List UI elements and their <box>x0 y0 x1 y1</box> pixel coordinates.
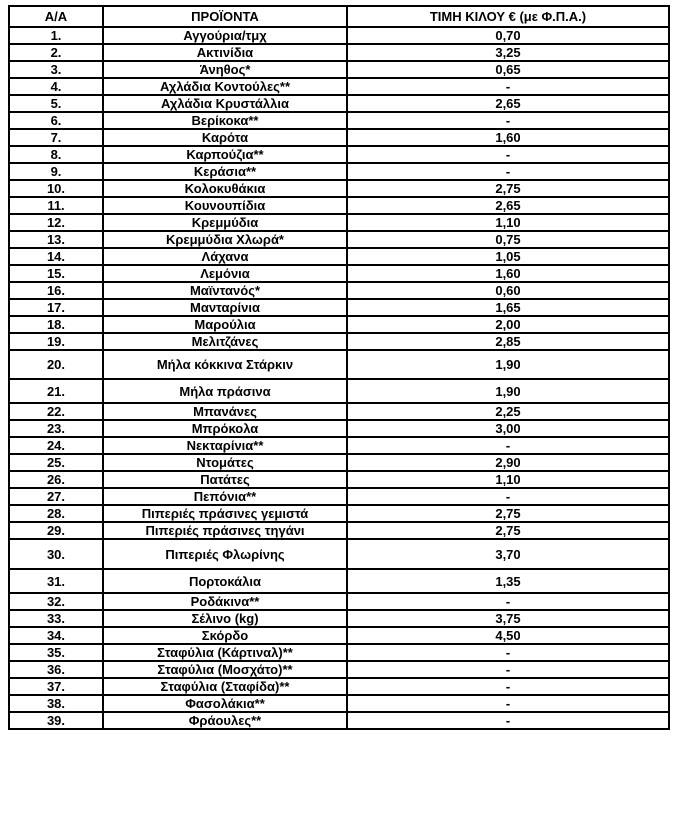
price-value: - <box>347 644 669 661</box>
product-name: Αχλάδια Κοντούλες** <box>103 78 347 95</box>
product-name: Κουνουπίδια <box>103 197 347 214</box>
row-number: 25. <box>9 454 103 471</box>
product-name: Καρότα <box>103 129 347 146</box>
table-row <box>9 379 669 403</box>
price-value: - <box>347 661 669 678</box>
table-row <box>9 129 669 146</box>
row-number: 26. <box>9 471 103 488</box>
table-row <box>9 569 669 593</box>
table-row <box>9 420 669 437</box>
row-number: 38. <box>9 695 103 712</box>
product-name: Πιπεριές πράσινες τηγάνι <box>103 522 347 539</box>
header-row <box>9 6 669 27</box>
table-row <box>9 180 669 197</box>
row-number: 24. <box>9 437 103 454</box>
price-value: - <box>347 78 669 95</box>
table-header <box>9 6 669 27</box>
price-value: 0,60 <box>347 282 669 299</box>
product-name: Κρεμμύδια <box>103 214 347 231</box>
price-value: 2,65 <box>347 95 669 112</box>
table-row <box>9 163 669 180</box>
product-name: Λεμόνια <box>103 265 347 282</box>
table-row <box>9 197 669 214</box>
table-row <box>9 644 669 661</box>
product-name: Σταφύλια (Μοσχάτο)** <box>103 661 347 678</box>
price-value: 1,90 <box>347 350 669 379</box>
table-row <box>9 610 669 627</box>
product-name: Σταφύλια (Σταφίδα)** <box>103 678 347 695</box>
table-row <box>9 678 669 695</box>
product-name: Φασολάκια** <box>103 695 347 712</box>
price-value: 3,75 <box>347 610 669 627</box>
product-name: Μήλα κόκκινα Στάρκιν <box>103 350 347 379</box>
product-name: Καρπούζια** <box>103 146 347 163</box>
table-row <box>9 333 669 350</box>
table-row <box>9 265 669 282</box>
product-name: Μπανάνες <box>103 403 347 420</box>
price-value: - <box>347 678 669 695</box>
table-row <box>9 593 669 610</box>
table-row <box>9 661 669 678</box>
row-number: 11. <box>9 197 103 214</box>
product-name: Άνηθος* <box>103 61 347 78</box>
price-table <box>8 5 670 730</box>
product-name: Μήλα πράσινα <box>103 379 347 403</box>
row-number: 5. <box>9 95 103 112</box>
row-number: 2. <box>9 44 103 61</box>
table-row <box>9 299 669 316</box>
row-number: 36. <box>9 661 103 678</box>
product-name: Πατάτες <box>103 471 347 488</box>
table-row <box>9 505 669 522</box>
table-row <box>9 27 669 44</box>
table-row <box>9 695 669 712</box>
row-number: 4. <box>9 78 103 95</box>
price-value: 2,90 <box>347 454 669 471</box>
table-row <box>9 112 669 129</box>
price-value: 1,10 <box>347 471 669 488</box>
product-name: Πεπόνια** <box>103 488 347 505</box>
product-name: Μελιτζάνες <box>103 333 347 350</box>
product-name: Ακτινίδια <box>103 44 347 61</box>
product-name: Νεκταρίνια** <box>103 437 347 454</box>
table-row <box>9 95 669 112</box>
price-value: - <box>347 593 669 610</box>
price-value: 2,85 <box>347 333 669 350</box>
price-value: 1,35 <box>347 569 669 593</box>
row-number: 16. <box>9 282 103 299</box>
product-name: Αγγούρια/τμχ <box>103 27 347 44</box>
price-value: 2,75 <box>347 505 669 522</box>
row-number: 9. <box>9 163 103 180</box>
row-number: 35. <box>9 644 103 661</box>
product-name: Μπρόκολα <box>103 420 347 437</box>
row-number: 27. <box>9 488 103 505</box>
row-number: 8. <box>9 146 103 163</box>
price-value: 3,00 <box>347 420 669 437</box>
row-number: 30. <box>9 539 103 569</box>
price-value: 0,70 <box>347 27 669 44</box>
table-row <box>9 437 669 454</box>
price-value: - <box>347 695 669 712</box>
row-number: 33. <box>9 610 103 627</box>
table-row <box>9 61 669 78</box>
row-number: 20. <box>9 350 103 379</box>
table-row <box>9 627 669 644</box>
row-number: 17. <box>9 299 103 316</box>
table-row <box>9 248 669 265</box>
product-name: Ροδάκινα** <box>103 593 347 610</box>
price-value: 1,60 <box>347 129 669 146</box>
row-number: 18. <box>9 316 103 333</box>
product-name: Σταφύλια (Κάρτιναλ)** <box>103 644 347 661</box>
row-number: 29. <box>9 522 103 539</box>
price-value: 1,10 <box>347 214 669 231</box>
row-number: 23. <box>9 420 103 437</box>
row-number: 34. <box>9 627 103 644</box>
row-number: 28. <box>9 505 103 522</box>
row-number: 15. <box>9 265 103 282</box>
row-number: 12. <box>9 214 103 231</box>
product-name: Σέλινο (kg) <box>103 610 347 627</box>
product-name: Κολοκυθάκια <box>103 180 347 197</box>
product-name: Βερίκοκα** <box>103 112 347 129</box>
row-number: 21. <box>9 379 103 403</box>
column-header-index: Α/Α <box>9 6 103 27</box>
row-number: 37. <box>9 678 103 695</box>
product-name: Λάχανα <box>103 248 347 265</box>
price-value: 2,00 <box>347 316 669 333</box>
table-row <box>9 403 669 420</box>
price-value: 2,75 <box>347 180 669 197</box>
table-row <box>9 146 669 163</box>
table-row <box>9 214 669 231</box>
table-row <box>9 350 669 379</box>
product-name: Πορτοκάλια <box>103 569 347 593</box>
price-value: 3,70 <box>347 539 669 569</box>
table-body <box>9 27 669 729</box>
product-name: Σκόρδο <box>103 627 347 644</box>
row-number: 32. <box>9 593 103 610</box>
row-number: 10. <box>9 180 103 197</box>
column-header-product: ΠΡΟΪΟΝΤΑ <box>103 6 347 27</box>
price-value: 1,05 <box>347 248 669 265</box>
row-number: 3. <box>9 61 103 78</box>
table-row <box>9 471 669 488</box>
row-number: 1. <box>9 27 103 44</box>
price-value: 0,65 <box>347 61 669 78</box>
product-name: Ντομάτες <box>103 454 347 471</box>
row-number: 19. <box>9 333 103 350</box>
product-name: Μαρούλια <box>103 316 347 333</box>
price-value: 1,60 <box>347 265 669 282</box>
price-value: - <box>347 488 669 505</box>
product-name: Κρεμμύδια Χλωρά* <box>103 231 347 248</box>
table-row <box>9 78 669 95</box>
table-row <box>9 282 669 299</box>
product-name: Μαϊντανός* <box>103 282 347 299</box>
price-value: - <box>347 112 669 129</box>
row-number: 22. <box>9 403 103 420</box>
table-row <box>9 712 669 729</box>
price-value: 2,25 <box>347 403 669 420</box>
row-number: 39. <box>9 712 103 729</box>
row-number: 6. <box>9 112 103 129</box>
table-row <box>9 44 669 61</box>
price-value: 2,75 <box>347 522 669 539</box>
table-row <box>9 488 669 505</box>
price-value: 0,75 <box>347 231 669 248</box>
price-value: - <box>347 163 669 180</box>
row-number: 7. <box>9 129 103 146</box>
product-name: Πιπεριές Φλωρίνης <box>103 539 347 569</box>
price-value: 1,90 <box>347 379 669 403</box>
price-value: 3,25 <box>347 44 669 61</box>
product-name: Πιπεριές πράσινες γεμιστά <box>103 505 347 522</box>
row-number: 31. <box>9 569 103 593</box>
product-name: Αχλάδια Κρυστάλλια <box>103 95 347 112</box>
table-row <box>9 539 669 569</box>
table-row <box>9 454 669 471</box>
table-row <box>9 316 669 333</box>
product-name: Κεράσια** <box>103 163 347 180</box>
table-row <box>9 231 669 248</box>
row-number: 14. <box>9 248 103 265</box>
price-value: 4,50 <box>347 627 669 644</box>
price-value: - <box>347 712 669 729</box>
price-value: 1,65 <box>347 299 669 316</box>
price-value: - <box>347 437 669 454</box>
row-number: 13. <box>9 231 103 248</box>
product-name: Μανταρίνια <box>103 299 347 316</box>
table-row <box>9 522 669 539</box>
column-header-price: ΤΙΜΗ ΚΙΛΟΥ € (με Φ.Π.Α.) <box>347 6 669 27</box>
product-name: Φράουλες** <box>103 712 347 729</box>
price-value: 2,65 <box>347 197 669 214</box>
price-value: - <box>347 146 669 163</box>
